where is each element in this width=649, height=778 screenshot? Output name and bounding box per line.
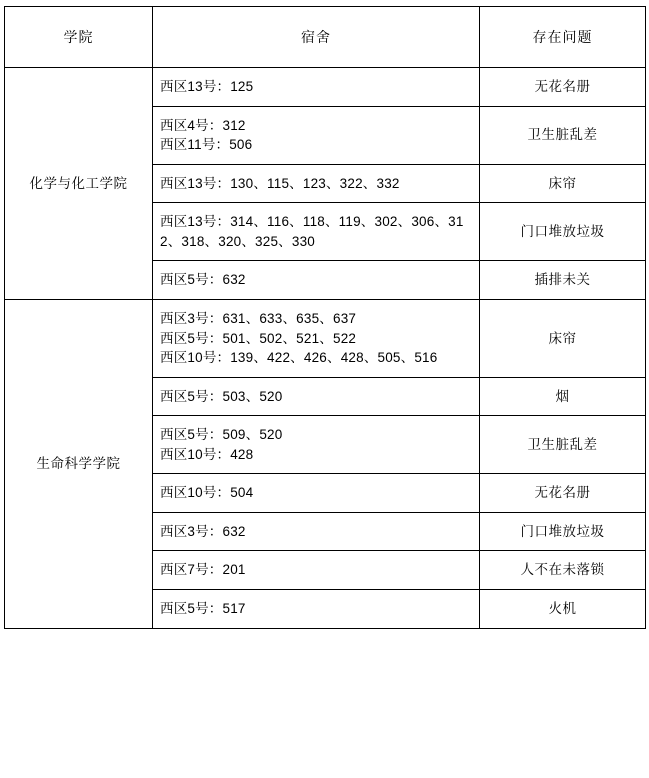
dorm-line: 西区13号：130、115、123、322、332 — [160, 175, 400, 191]
cell-dorm — [153, 106, 480, 164]
cell-dorm — [153, 551, 480, 590]
cell-college: 化学与化工学院 — [5, 68, 153, 300]
cell-issue: 门口堆放垃圾 — [480, 203, 646, 261]
dorm-line: 西区10号：139、422、426、428、505、516 — [160, 350, 438, 366]
cell-issue: 人不在未落锁 — [480, 551, 646, 590]
dorm-line: 西区5号：517 — [160, 601, 246, 616]
table-header — [5, 7, 646, 68]
dorm-line: 西区11号：506 — [160, 137, 253, 153]
cell-issue: 烟 — [480, 377, 646, 416]
cell-dorm — [153, 377, 480, 416]
cell-dorm — [153, 203, 480, 261]
dorm-line: 西区5号：503、520 — [160, 388, 283, 404]
cell-dorm — [153, 416, 480, 474]
dorm-line: 西区3号：631、633、635、637 — [160, 310, 357, 326]
dorm-line: 西区5号：509、520 — [160, 427, 283, 443]
dorm-line: 西区13号：125 — [160, 79, 254, 94]
dorm-line: 西区10号：428 — [160, 446, 254, 462]
dorm-line: 西区5号：501、502、521、522 — [160, 330, 357, 346]
cell-issue: 床帘 — [480, 164, 646, 203]
cell-issue: 卫生脏乱差 — [480, 416, 646, 474]
dorm-line: 西区3号：632 — [160, 523, 246, 539]
cell-issue: 无花名册 — [480, 474, 646, 513]
cell-dorm — [153, 299, 480, 377]
dorm-line: 西区13号：314、116、118、119、302、306、312、318、320、325、330 — [160, 214, 464, 249]
column-header-college: 学院 — [5, 7, 153, 68]
table-body — [5, 68, 646, 629]
table-header-row — [5, 7, 646, 68]
dorm-line: 西区4号：312 — [160, 117, 246, 133]
cell-dorm — [153, 261, 480, 300]
table-row — [5, 299, 646, 377]
cell-issue: 床帘 — [480, 299, 646, 377]
cell-dorm — [153, 474, 480, 513]
table-row — [5, 68, 646, 107]
dorm-inspection-table — [4, 6, 646, 629]
dorm-line: 西区7号：201 — [160, 562, 246, 578]
cell-issue: 门口堆放垃圾 — [480, 512, 646, 551]
cell-college: 生命科学学院 — [5, 299, 153, 628]
cell-dorm — [153, 164, 480, 203]
cell-issue: 无花名册 — [480, 68, 646, 107]
cell-issue: 火机 — [480, 590, 646, 629]
dorm-line: 西区10号：504 — [160, 485, 254, 501]
cell-dorm — [153, 590, 480, 629]
cell-issue: 插排未关 — [480, 261, 646, 300]
column-header-issue: 存在问题 — [480, 7, 646, 68]
cell-dorm — [153, 68, 480, 107]
dorm-line: 西区5号：632 — [160, 272, 246, 288]
column-header-dorm: 宿舍 — [153, 7, 480, 68]
cell-dorm — [153, 512, 480, 551]
cell-issue: 卫生脏乱差 — [480, 106, 646, 164]
